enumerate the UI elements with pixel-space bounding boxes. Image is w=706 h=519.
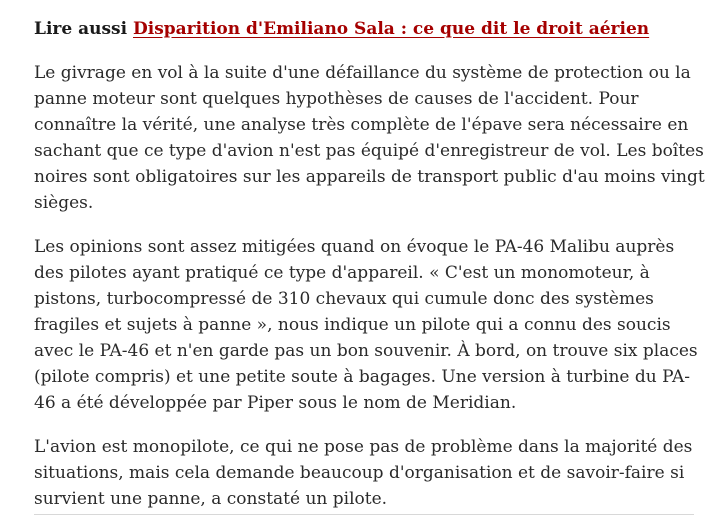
article-body (34, 16, 706, 512)
read-also (34, 16, 706, 42)
paragraph-single-pilot: L'avion est monopilote, ce qui ne pose pas de problème dans la majorité des situations, mais cela demande beaucoup d'organisation et de savoir-faire si survient une panne, a constaté un pilote. (34, 437, 693, 509)
read-also-label: Lire aussi (34, 19, 128, 39)
divider (34, 514, 694, 515)
read-also-link[interactable]: Disparition d'Emiliano Sala : ce que dit le droit aérien (133, 19, 650, 39)
paragraph-pilot-opinions: Les opinions sont assez mitigées quand on évoque le PA-46 Malibu auprès des pilotes ayant pratiqué ce type d'appareil. « C'est un monomoteur, à pistons, turbocompressé de 310 chevaux qui cumule donc des systèmes fragiles et sujets à panne », nous indique un pilote qui a connu des soucis avec le PA-46 et n'en garde pas un bon souvenir. À bord, on trouve six places (pilote compris) et une petite soute à bagages. Une version à turbine du PA-46 a été développée par Piper sous le nom de Meridian. (34, 237, 698, 413)
paragraph-icing-hypotheses: Le givrage en vol à la suite d'une défaillance du système de protection ou la panne moteur sont quelques hypothèses de causes de l'accident. Pour connaître la vérité, une analyse très complète de l'épave sera nécessaire en sachant que ce type d'avion n'est pas équipé d'enregistreur de vol. Les boîtes noires sont obligatoires sur les appareils de transport public d'au moins vingt sièges. (34, 63, 705, 213)
